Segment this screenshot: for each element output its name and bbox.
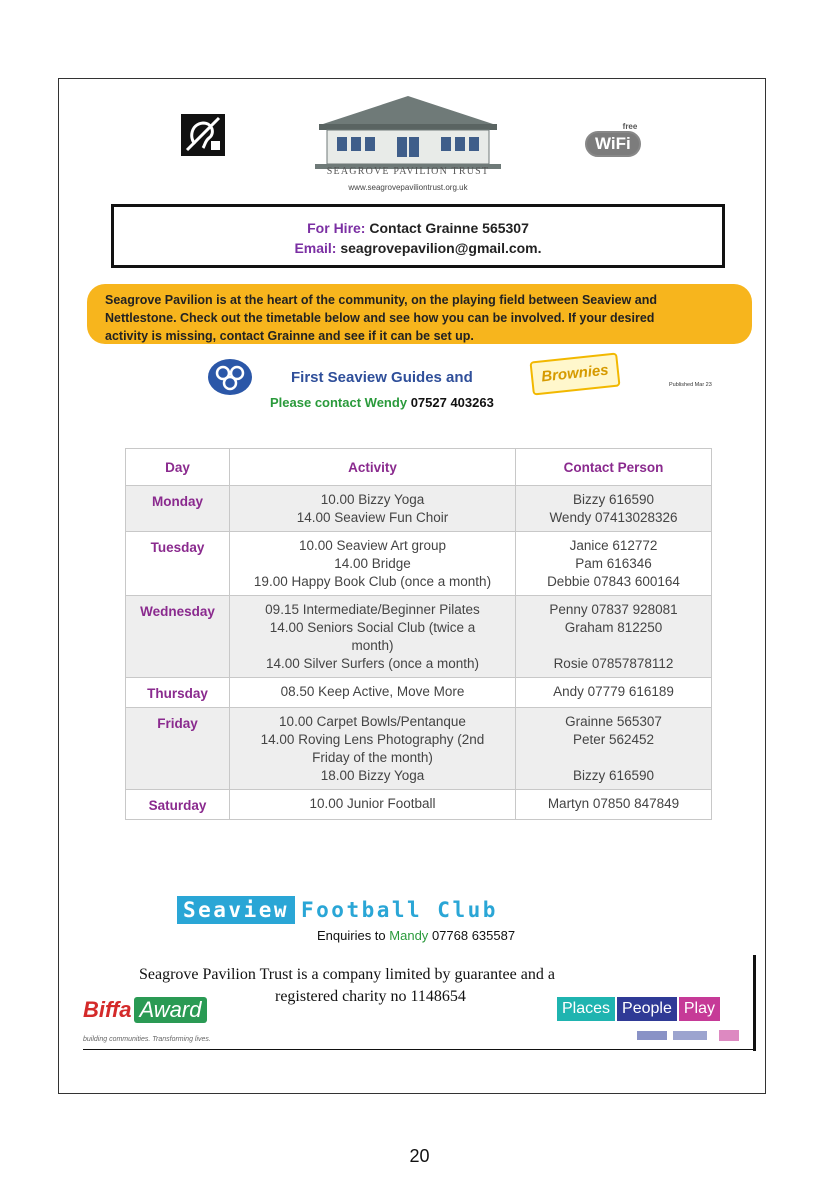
activity-line: 14.00 Roving Lens Photography (2nd [260, 732, 485, 747]
contact-line: Graham 812250 [564, 620, 663, 635]
activity-line: 14.00 Seniors Social Club (twice a [269, 620, 476, 635]
guides-contact-phone: 07527 403263 [410, 395, 494, 410]
contact-line: Wendy 07413028326 [549, 510, 678, 525]
activity-line: 18.00 Bizzy Yoga [320, 768, 425, 783]
ppp-places: Places [557, 997, 615, 1021]
table-row [126, 532, 712, 596]
activity-line: 09.15 Intermediate/Beginner Pilates [265, 602, 480, 617]
activity-line: Friday of the month) [312, 750, 433, 765]
activity-line: 14.00 Bridge [334, 556, 411, 571]
contact-spacer [520, 637, 707, 655]
activity-line: 10.00 Seaview Art group [298, 538, 447, 553]
activity-line: 10.00 Bizzy Yoga [320, 492, 425, 507]
timetable-header [126, 449, 712, 486]
intro-line: Nettlestone. Check out the timetable below and see how you can be involved. If your desired [105, 311, 655, 325]
header-contact: Contact Person [516, 449, 712, 486]
contact-line: Pam 616346 [575, 556, 652, 571]
contact-cell [516, 486, 712, 532]
enquiries-phone: 07768 635587 [431, 928, 516, 943]
hearing-loop-icon [181, 114, 225, 156]
contact-line: Bizzy 616590 [572, 492, 655, 507]
football-enquiries [317, 928, 515, 943]
football-club-logo [177, 896, 498, 924]
day-cell: Thursday [126, 678, 230, 708]
contact-line: Rosie 07857878112 [553, 656, 674, 671]
contact-line: Bizzy 616590 [572, 768, 655, 783]
page-frame [58, 78, 766, 1094]
table-row [126, 486, 712, 532]
header-day: Day [126, 449, 230, 486]
activity-cell [230, 790, 516, 820]
guides-contact-name: Wendy [364, 395, 408, 410]
activity-line: 14.00 Silver Surfers (once a month) [265, 656, 480, 671]
footer-divider-vertical [753, 955, 756, 1051]
table-row [126, 596, 712, 678]
contact-cell [516, 708, 712, 790]
brownies-wordmark: Brownies [529, 352, 620, 395]
contact-line: Andy 07779 616189 [553, 684, 674, 699]
activity-cell [230, 596, 516, 678]
activity-line: month) [351, 638, 394, 653]
contact-line: Penny 07837 928081 [549, 602, 678, 617]
timetable [125, 448, 712, 820]
table-row [126, 708, 712, 790]
brownies-logo [531, 357, 619, 395]
contact-cell [516, 678, 712, 708]
email-label: Email: [294, 240, 337, 256]
guides-contact [270, 395, 494, 410]
contact-line: Peter 562452 [572, 732, 655, 747]
contact-spacer [520, 749, 707, 767]
activity-line: 19.00 Happy Book Club (once a month) [253, 574, 492, 589]
published-date: Published Mar 23 [669, 382, 712, 388]
ppp-people: People [617, 997, 677, 1021]
activity-line: 14.00 Seaview Fun Choir [296, 510, 449, 525]
activity-cell [230, 532, 516, 596]
contact-cell [516, 596, 712, 678]
contact-cell [516, 790, 712, 820]
wifi-badge [585, 123, 659, 159]
football-club-name-1: Seaview [177, 896, 295, 924]
biffa-wordmark: Biffa [83, 997, 132, 1022]
email-address[interactable]: seagrovepavilion@gmail.com. [340, 240, 542, 256]
award-wordmark: Award [134, 997, 208, 1023]
day-cell: Tuesday [126, 532, 230, 596]
wifi-free-label: free [622, 122, 638, 131]
charity-line: Seagrove Pavilion Trust is a company limited by guarantee and a [139, 966, 555, 983]
hire-box [111, 204, 725, 268]
activity-line: 10.00 Carpet Bowls/Pentanque [279, 714, 466, 729]
hire-label: For Hire: [307, 220, 366, 236]
guides-trefoil-icon [205, 357, 255, 397]
football-club-name-2: Football Club [301, 898, 498, 922]
activity-line: 10.00 Junior Football [309, 796, 436, 811]
enquiries-prefix: Enquiries to [317, 928, 386, 943]
day-cell: Saturday [126, 790, 230, 820]
contact-line: Debbie 07843 600164 [547, 574, 680, 589]
guides-contact-prefix: Please contact [270, 395, 362, 410]
intro-line: Seagrove Pavilion is at the heart of the community, on the playing field between Seaview and [105, 293, 657, 307]
charity-line: registered charity no 1148654 [275, 988, 466, 1005]
activity-cell [230, 708, 516, 790]
places-people-play-logo [557, 997, 722, 1021]
lottery-funded-icon [635, 1029, 743, 1043]
day-cell: Monday [126, 486, 230, 532]
contact-line: Martyn 07850 847849 [547, 796, 680, 811]
ppp-play: Play [679, 997, 720, 1021]
wifi-icon: WiFi [585, 131, 641, 157]
footer-divider-horizontal [83, 1049, 755, 1050]
header-activity: Activity [230, 449, 516, 486]
trust-name: SEAGROVE PAVILION TRUST [326, 166, 490, 177]
activity-cell [230, 678, 516, 708]
day-cell: Wednesday [126, 596, 230, 678]
table-row [126, 678, 712, 708]
biffa-tagline: building communities. Transforming lives. [83, 1036, 211, 1043]
biffa-award-logo [83, 997, 207, 1023]
page-number: 20 [409, 1146, 430, 1166]
intro-line: activity is missing, contact Grainne and see if it can be set up. [105, 329, 474, 343]
guides-title: First Seaview Guides and [291, 369, 473, 386]
contact-cell [516, 532, 712, 596]
intro-banner [87, 284, 752, 344]
activity-cell [230, 486, 516, 532]
hire-contact: Contact Grainne 565307 [369, 220, 529, 236]
contact-line: Grainne 565307 [565, 714, 662, 729]
day-cell: Friday [126, 708, 230, 790]
contact-line: Janice 612772 [569, 538, 658, 553]
trust-website: www.seagrovepaviliontrust.org.uk [348, 183, 468, 192]
enquiries-name: Mandy [389, 928, 429, 943]
table-row [126, 790, 712, 820]
activity-line: 08.50 Keep Active, Move More [280, 684, 465, 699]
